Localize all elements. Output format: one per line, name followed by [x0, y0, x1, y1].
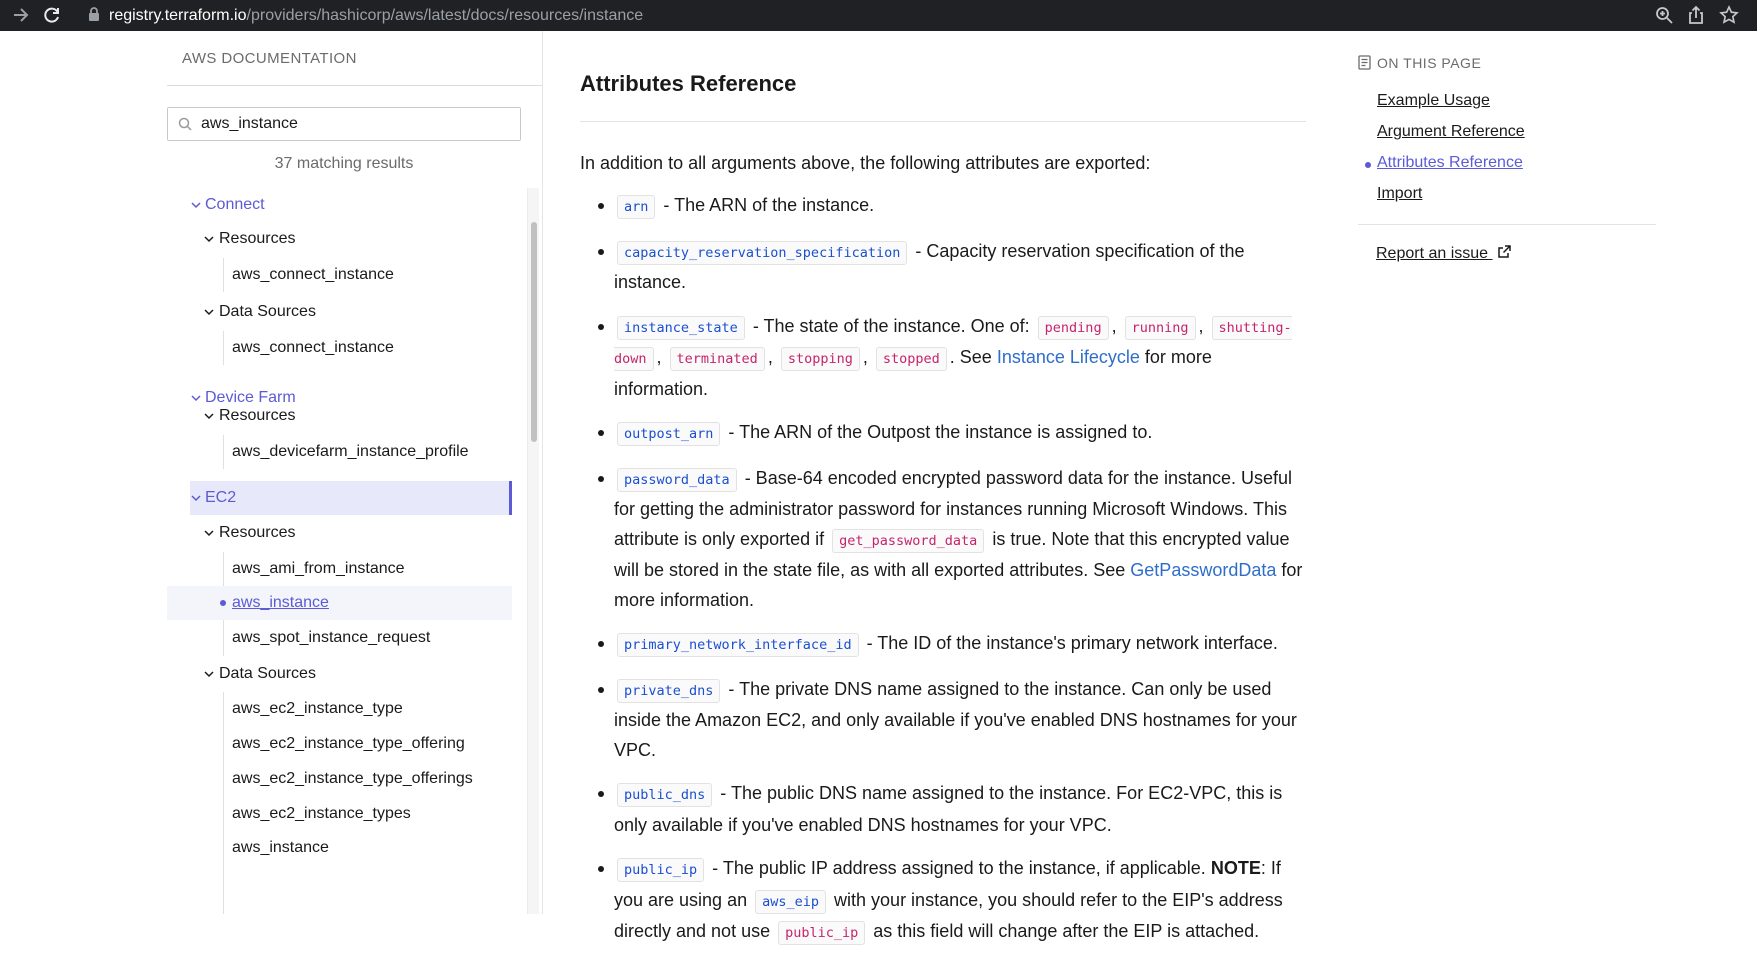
bullet — [598, 476, 604, 482]
tree-item[interactable] — [167, 692, 512, 726]
on-this-page — [1358, 31, 1658, 431]
attr-desc: - The public DNS name assigned to the instance. For EC2-VPC, this is only available if you've enabled DNS hostnames for your VPC. — [614, 783, 1283, 835]
main-content — [580, 31, 1306, 941]
attr-desc: - The ARN of the Outpost the instance is assigned to. — [728, 422, 1153, 442]
inline-code: public_ip — [778, 921, 865, 945]
attr-desc: for more information. — [614, 560, 1303, 610]
toc-heading-text: ON THIS PAGE — [1377, 55, 1482, 71]
attr-code: public_ip — [617, 858, 704, 882]
share-icon[interactable] — [1686, 5, 1706, 25]
tree-label: aws_ec2_instance_type_offerings — [232, 770, 473, 787]
bullet — [598, 866, 604, 872]
tree-label: aws_ami_from_instance — [232, 560, 405, 577]
tree-item[interactable] — [167, 727, 512, 761]
attr-desc: . See — [949, 347, 992, 367]
attr-primary-network-interface-id — [580, 629, 1306, 661]
page-heading: Attributes Reference — [580, 71, 797, 96]
tree-group-resources[interactable] — [167, 399, 512, 433]
docs-sidebar — [0, 31, 543, 914]
external-link-icon — [1497, 245, 1511, 259]
chevron-down-icon — [191, 493, 201, 503]
attr-desc: - The state of the instance. One of: — [752, 315, 1030, 336]
bullet — [598, 324, 604, 330]
intro-text: In addition to all arguments above, the following attributes are exported: — [580, 153, 1151, 173]
attr-desc: - The public IP address assigned to the instance, if applicable. — [712, 858, 1206, 878]
instance-lifecycle-link[interactable]: Instance Lifecycle — [996, 347, 1140, 367]
attr-public-dns — [580, 779, 1306, 840]
search-input[interactable] — [201, 109, 511, 139]
attr-arn — [580, 191, 1306, 223]
attributes-list — [580, 191, 1306, 963]
attr-desc: as this field will change after the EIP is attached. — [873, 921, 1260, 941]
bullet — [598, 641, 604, 647]
browser-toolbar — [0, 0, 1757, 31]
tree-item[interactable] — [167, 331, 512, 365]
attr-public-ip — [580, 854, 1306, 949]
url-path: /providers/hashicorp/aws/latest/docs/resources/instance — [246, 7, 644, 24]
attr-private-dns — [580, 675, 1306, 766]
zoom-icon[interactable] — [1654, 5, 1674, 25]
tree-category-ec2[interactable] — [190, 481, 512, 515]
tree-item[interactable] — [167, 258, 512, 292]
toc-item-argument-reference[interactable]: Argument Reference — [1377, 123, 1525, 140]
nav-tree — [167, 188, 512, 914]
toc-item-attributes-reference[interactable]: Attributes Reference — [1377, 154, 1523, 171]
state-value: stopped — [876, 347, 947, 371]
attr-desc: - Base-64 encoded encrypted password data for the instance. Useful for getting the administrator password for instances running Microsoft Windows. This attribute is only exported if — [614, 467, 1293, 549]
tree-label: Resources — [219, 230, 296, 247]
tree-label: Device Farm — [205, 389, 296, 406]
chevron-down-icon — [191, 200, 201, 210]
tree-label: aws_devicefarm_instance_profile — [232, 443, 469, 460]
inline-code: aws_eip — [755, 890, 826, 914]
attr-password-data — [580, 464, 1306, 616]
star-icon[interactable] — [1719, 5, 1739, 25]
address-bar[interactable] — [88, 5, 643, 27]
tree-label: aws_instance — [232, 839, 329, 856]
heading-divider — [580, 121, 1306, 122]
tree-label: aws_ec2_instance_types — [232, 805, 411, 822]
document-icon — [1358, 55, 1371, 70]
attr-code: outpost_arn — [617, 422, 720, 446]
attr-desc: - The private DNS name assigned to the instance. Can only be used inside the Amazon EC2, and only available if you've enabled DNS hostnames for your VPC. — [614, 678, 1297, 760]
tree-item[interactable] — [167, 762, 512, 796]
attr-code: private_dns — [617, 679, 720, 703]
attr-capacity-reservation — [580, 237, 1306, 298]
attr-code: primary_network_interface_id — [617, 633, 859, 657]
sidebar-scrollbar[interactable] — [527, 188, 539, 914]
search-icon — [178, 117, 192, 131]
tree-item[interactable] — [167, 797, 512, 831]
forward-icon[interactable] — [11, 5, 31, 25]
tree-item[interactable] — [167, 621, 512, 655]
attr-desc: is true. Note that this encrypted value will be stored in the state file, as with all exported attributes. See — [614, 528, 1290, 580]
state-value: shutting-down — [614, 316, 1292, 372]
url-host: registry.terraform.io — [109, 7, 247, 24]
tree-item-active[interactable] — [167, 586, 512, 620]
tree-label: Data Sources — [219, 303, 316, 320]
tree-label: aws_connect_instance — [232, 339, 394, 356]
attr-code: instance_state — [617, 316, 745, 340]
active-indicator — [220, 600, 226, 606]
tree-group-data-sources[interactable] — [167, 295, 512, 329]
tree-group-data-sources[interactable] — [167, 657, 512, 691]
toc-item-example-usage[interactable]: Example Usage — [1377, 92, 1490, 109]
lock-icon — [88, 7, 100, 21]
attr-desc: with your instance, you should refer to the EIP's address directly and not use — [614, 889, 1283, 941]
attr-desc: - The ARN of the instance. — [663, 195, 875, 215]
chevron-down-icon — [204, 307, 214, 317]
attr-desc: for more information. — [614, 347, 1212, 399]
tree-label: EC2 — [205, 489, 237, 506]
attr-desc: - Capacity reservation specification of the instance. — [614, 240, 1245, 292]
attr-code: password_data — [617, 468, 737, 492]
state-value: stopping — [781, 347, 860, 371]
inline-code: get_password_data — [832, 529, 984, 553]
tree-item[interactable] — [167, 435, 512, 469]
results-count: 37 matching results — [274, 155, 414, 172]
attr-desc: - The ID of the instance's primary network interface. — [866, 633, 1278, 653]
tree-group-resources[interactable] — [167, 516, 512, 550]
tree-item[interactable] — [167, 552, 512, 586]
tree-group-resources[interactable] — [167, 222, 512, 256]
toc-active-indicator — [1365, 162, 1371, 168]
note-label: NOTE — [1210, 858, 1261, 878]
chevron-down-icon — [204, 669, 214, 679]
bullet — [598, 430, 604, 436]
report-issue-label: Report an issue — [1376, 245, 1489, 262]
bullet — [598, 791, 604, 797]
state-value: running — [1125, 316, 1196, 340]
tree-label: aws_connect_instance — [232, 266, 394, 283]
bullet — [598, 203, 604, 209]
tree-label: Data Sources — [219, 665, 316, 682]
tree-label: aws_ec2_instance_type_offering — [232, 735, 465, 752]
attr-instance-state: instance_state - The state of the instance. One of: pending , running , shutting-down , terminated , stopping , stopped . See Instance Lifecycle for more information. — [580, 312, 1306, 405]
attr-code: arn — [617, 195, 655, 219]
toc-heading — [1358, 55, 1481, 71]
attr-desc: : If you are using an — [614, 858, 1281, 910]
reload-icon[interactable] — [42, 5, 62, 25]
attr-code: public_dns — [617, 783, 712, 807]
sidebar-divider — [167, 85, 542, 86]
report-issue-link[interactable] — [1376, 245, 1511, 263]
tree-category-connect[interactable] — [167, 188, 512, 222]
sidebar-search — [167, 107, 521, 141]
tree-label: Connect — [205, 196, 265, 213]
tree-item[interactable] — [167, 831, 512, 865]
tree-label: aws_spot_instance_request — [232, 629, 431, 646]
tree-label: aws_ec2_instance_type — [232, 700, 403, 717]
attr-outpost-arn — [580, 418, 1306, 450]
sidebar-title: AWS DOCUMENTATION — [182, 50, 357, 67]
tree-label: Resources — [219, 524, 296, 541]
state-value: pending — [1038, 316, 1109, 340]
bullet — [598, 687, 604, 693]
chevron-down-icon — [204, 234, 214, 244]
attr-code: capacity_reservation_specification — [617, 241, 907, 265]
tree-label: Resources — [219, 407, 296, 424]
get-password-data-link[interactable]: GetPasswordData — [1130, 560, 1277, 580]
tree-label: aws_instance — [232, 594, 329, 611]
chevron-down-icon — [204, 411, 214, 421]
chevron-down-icon — [204, 528, 214, 538]
state-value: terminated — [670, 347, 765, 371]
scrollbar-thumb[interactable] — [531, 222, 537, 442]
toc-item-import[interactable]: Import — [1377, 185, 1423, 202]
bullet — [598, 249, 604, 255]
toc-divider — [1358, 224, 1656, 225]
